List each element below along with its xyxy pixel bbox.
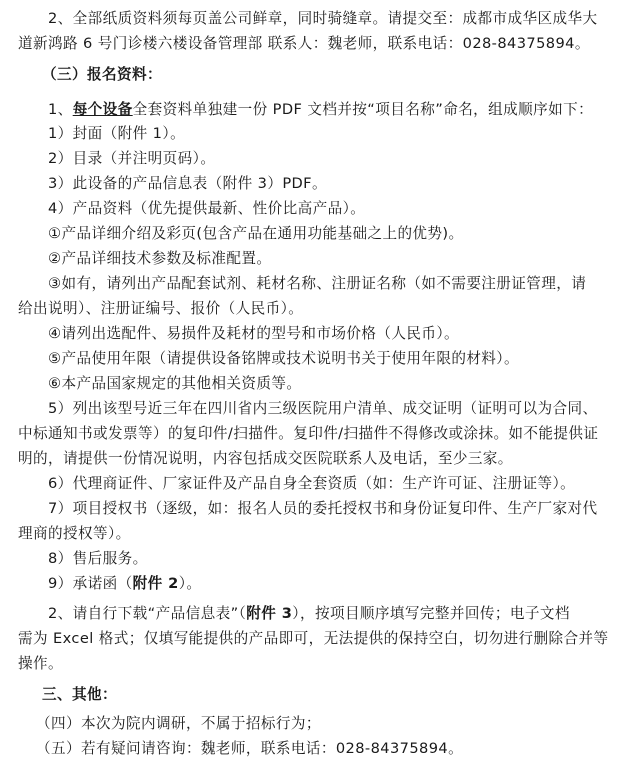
item-1-paragraph [0,97,641,122]
sub-item-1: ①产品详细介绍及彩页(包含产品在通用功能基础之上的优势)。 [48,225,464,242]
sub-item-3-line-1: ③如有，请列出产品配套试剂、耗材名称、注册证名称（如不需要注册证管理，请 [48,275,587,292]
item-1-emphasis: 每个设备 [72,101,133,118]
other-item-5: （五）若有疑问请咨询：魏老师，联系电话：028-84375894。 [36,740,464,757]
list-item-cover: 1）封面（附件 1）。 [48,125,186,142]
item-1-rest: 全套资料单独建一份 PDF 文档并按“项目名称”命名，组成顺序如下： [132,101,594,118]
sub-item-6: ⑥本产品国家规定的其他相关资质等。 [48,375,302,392]
list-item-9 [0,571,641,596]
section-heading-other: 三、其他： [42,686,117,703]
other-item-4: （四）本次为院内调研，不属于招标行为； [36,715,321,732]
sub-item-5: ⑤产品使用年限（请提供设备铭牌或技术说明书关于使用年限的材料）。 [48,350,519,367]
sub-item-2: ②产品详细技术参数及标准配置。 [48,250,272,267]
paragraph-2-prefix: 2、请自行下载“产品信息表”（ [48,605,247,622]
list-item-7-line-2: 理商的授权等）。 [18,525,131,542]
section-heading-registration-materials: （三）报名资料： [42,66,162,83]
list-item-info-table: 3）此设备的产品信息表（附件 3）PDF。 [48,175,327,192]
sub-item-3-line-2: 给出说明）、注册证编号、报价（人民币）。 [18,300,304,317]
list-item-5-line-2: 中标通知书或发票等）的复印件/扫描件。复印件/扫描件不得修改或涂抹。如不能提供证 [18,425,599,442]
submission-paragraph-line-2: 道新鸿路 6 号门诊楼六楼设备管理部 联系人：魏老师，联系电话：028-84375894。 [18,35,590,52]
list-item-9-prefix: 9）承诺函（ [48,575,133,592]
list-item-6: 6）代理商证件、厂家证件及产品自身全套资质（如：生产许可证、注册证等）。 [48,475,576,492]
list-item-9-suffix: ）。 [178,575,202,592]
sub-item-4: ④请列出选配件、易损件及耗材的型号和市场价格（人民币）。 [48,325,460,342]
paragraph-2-line-1 [0,601,641,626]
paragraph-2-line-3: 操作。 [18,655,63,672]
list-item-5-line-1: 5）列出该型号近三年在四川省内三级医院用户清单、成交证明（证明可以为合同、 [48,400,598,417]
list-item-toc: 2）目录（并注明页码）。 [48,150,216,167]
paragraph-2-line-2: 需为 Excel 格式；仅填写能提供的产品即可，无法提供的保持空白，切勿进行删除合并等 [18,630,609,647]
paragraph-2-rest: ），按项目顺序填写完整并回传；电子文档 [292,605,570,622]
list-item-9-attachment: 附件 2 [132,575,179,592]
item-1-prefix: 1、 [48,101,73,118]
list-item-product-materials: 4）产品资料（优先提供最新、性价比高产品）。 [48,200,366,217]
paragraph-2-attachment: 附件 3 [246,605,293,622]
submission-paragraph-line-1: 2、全部纸质资料须每页盖公司鲜章，同时骑缝章。请提交至：成都市成华区成华大 [48,10,598,27]
list-item-7-line-1: 7）项目授权书（逐级，如：报名人员的委托授权书和身份证复印件、生产厂家对代 [48,500,598,517]
list-item-5-line-3: 明的，请提供一份情况说明，内容包括成交医院联系人及电话，至少三家。 [18,450,513,467]
list-item-8: 8）售后服务。 [48,550,148,567]
